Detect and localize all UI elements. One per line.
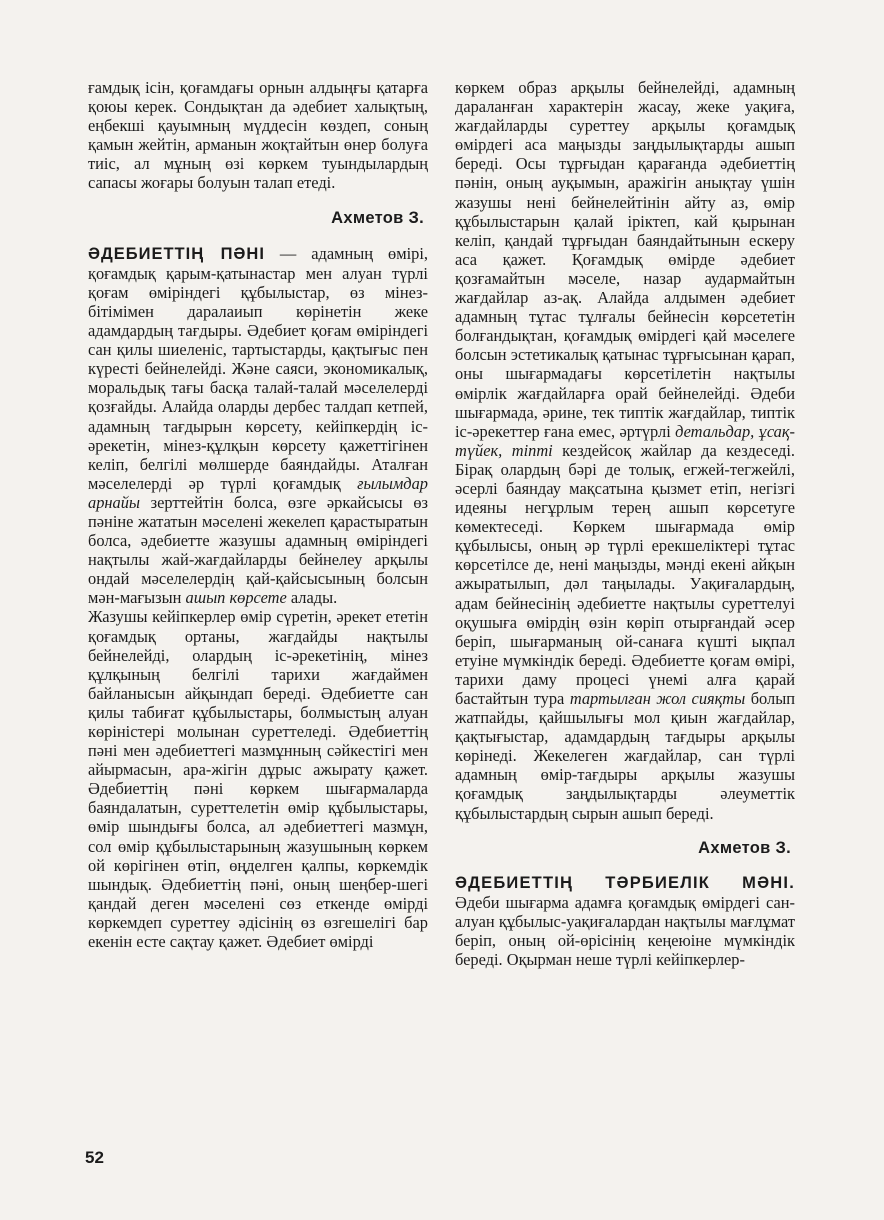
author-signature: Ахметов З. (698, 838, 791, 857)
author-signature: Ахметов З. (331, 208, 424, 227)
entry-text: — адамның өмірі, қоғамдық қарым-қатынастар мен алуан түрлі қоғам өміріндегі құбылыстар, өз мінез-бітімімен даралаиып көрінетін жеке адамдардың тағдыры. Әдебиет қоғам өміріндегі сан қилы шиеленіс, тартыстарды, қақтығыс пен күресті бейнелейді. Және саяси, экономикалық, моральдық тағы басқа талай-талай мәселелерді қозғайды. Алайда оларды дербес талдап кетпей, адамның тағдырын көрсету, кейіпкердің іс-әрекетін, мінез-құлқын көрсету қажеттігінен келіп, белгілі мөлшерде баяндайды. Аталған мәселелерді әр түрлі қоғамдық (88, 243, 428, 493)
paragraph-text-italic: детальдар, ұсақ-түйек, тіпті (455, 421, 795, 460)
entry-text-italic: ғылымдар арнайы (88, 473, 428, 512)
left-column (88, 78, 428, 951)
paragraph-text: көркем образ арқылы бейнелейді, адамның дараланған характерін жасау, жеке уақиға, жағдайларды суреттеу арқылы қоғамдық өмірдегі аса маңызды заңдылықтарды ашып береді. Осы тұрғыдан қарағанда әдебиеттің пәнін, оның ауқымын, аражігін анықтау үшін жазушы нені бейнелейтінін айту аз, өмір құбылыстарын қалай іріктеп, кай қырынан келіп, қандай тұрғыдан баяндайтынын ескеру аса қажет. Қоғамдық өмірде әдебиет қозғамайтын мәселе, назар аудармайтын жағдайлар аз-ақ. Алайда алдымен әдебиет адамның тұтас тұлғалы бейнесін көрсететін болғандықтан, қоғамдық өмірдегі қай мәселеге болсын эстетикалық қатынас тұрғысынан қарап, оны шығармадағы көрсетілетін нақтылы өмірлік жағдайларға орай бейнелейді. Әдеби шығармада, әрине, тек типтік жағдайлар, типтік іс-әрекеттер ғана емес, әртүрлі (455, 78, 795, 441)
paragraph (455, 78, 795, 823)
right-column (455, 78, 795, 969)
entry-text: зерттейтін болса, өзге әркайсысы өз пәніне жататын мәселені жекелеп қарастыратын болса, әдебиетте жазушы адамның өміріндегі нақтылы жай-жағдайларды бейнелеу арқылы ондай мәселелердің қай-қайсысының болсын мән-мағызын (88, 492, 428, 608)
page-number: 52 (85, 1148, 104, 1167)
entry-paragraph: Әдеби шығарма адамға қоғамдық өмірдегі сан-алуан құбылыс-уақиғалардан нақтылы мағлұмат беріп, оның ой-өрісінің кеңеюіне мүмкіндік береді. Оқырман неше түрлі кейіпкерлер- (455, 892, 795, 970)
entry-heading: ӘДЕБИЕТТІҢ ПӘНІ (88, 244, 265, 263)
paragraph-continued: ғамдық ісін, қоғамдағы орнын алдыңғы қатарға қоюы керек. Сондықтан да әдебиет халықтың, еңбекші қауымның мүддесін көздеп, соның қамын жейтін, арманын жоқтайтын өнер болуға тиіс, ал мұның өзі көркем туындылардың сапасы жоғары болуын талап етеді. (88, 78, 428, 193)
entry-text-italic: ашып көрсете (185, 588, 287, 608)
paragraph-text: кездейсоқ жайлар да кездеседі. Бірақ олардың бәрі де толық, егжей-тегжейлі, әсерлі баяндау мақсатына қызмет етіп, негізгі идеяны негұрлым терең ашып көрсетуге көмектеседі. Көркем шығармада өмір құбылысы, оның әр түрлі ерекшеліктері тұтас көрсетілсе де, нені маңызды, мәнді екені айқын ажыратылып, дәл таңылады. Уақиғалардың, адам бейнесінің әдебиетте нақтылы суреттелуі оқушыға өмірдің өзін көріп отырғандай әсер беріп, шығарманың ой-санаға күшті ықпал етуіне мүмкіндік береді. Әдебиетте қоғам өмірі, тарихи даму процесі үнемі алға қарай бастайтын тура (455, 440, 796, 708)
entry-text: алады. (286, 588, 338, 608)
paragraph-text-italic: тартылған жол сияқты (569, 689, 746, 708)
paragraph: Жазушы кейіпкерлер өмір сүретін, әрекет ететін қоғамдық ортаны, жағдайды нақтылы бейнелейді, олардың іс-әрекетінің, мінез құлқының белгілі тарихи жағдаймен байланысын айқындап береді. Әдебиетте сан қилы табиғат құбылыстары, болмыстың алуан көріністері молынан суреттеледі. Әдебиеттің пәні мен әдебиеттегі мазмұнның сәйкестігі мен айырмасын, ара-жігін дұрыс ажырату қажет. Әдебиеттің пәні көркем шығармаларда баяндалатын, суреттелетін өмір құбылыстары, өмір шындығы болса, ал әдебиеттегі мазмұн, сол өмір құбылыстарының жазушының көркем ой көрігінен өтіп, өңделген қалпы, көркемдік шындық. Әдебиеттің пәні, оның шеңбер-шегі қандай деген мәселені сөз еткенде өмірді көркемдеп суреттеу әдісінің өз өзгешелігі бар екенін есте сақтау қажет. Әдебиет өмірді (88, 607, 428, 952)
entry-paragraph (88, 244, 428, 608)
entry-heading: ӘДЕБИЕТТІҢ ТӘРБИЕЛІК МӘНІ. (455, 873, 795, 892)
paragraph-text: болып жатпайды, қайшылығы мол қиын жағдайлар, қақтығыстар, адамдардың тағдыры арқылы көрінеді. Жекелеген жағдайлар, сан түрлі адамның өмір-тағдыры арқылы жазушы қоғамдық заңдылықтарды әлеуметтік құбылыстардың сырын ашып береді. (455, 689, 795, 823)
